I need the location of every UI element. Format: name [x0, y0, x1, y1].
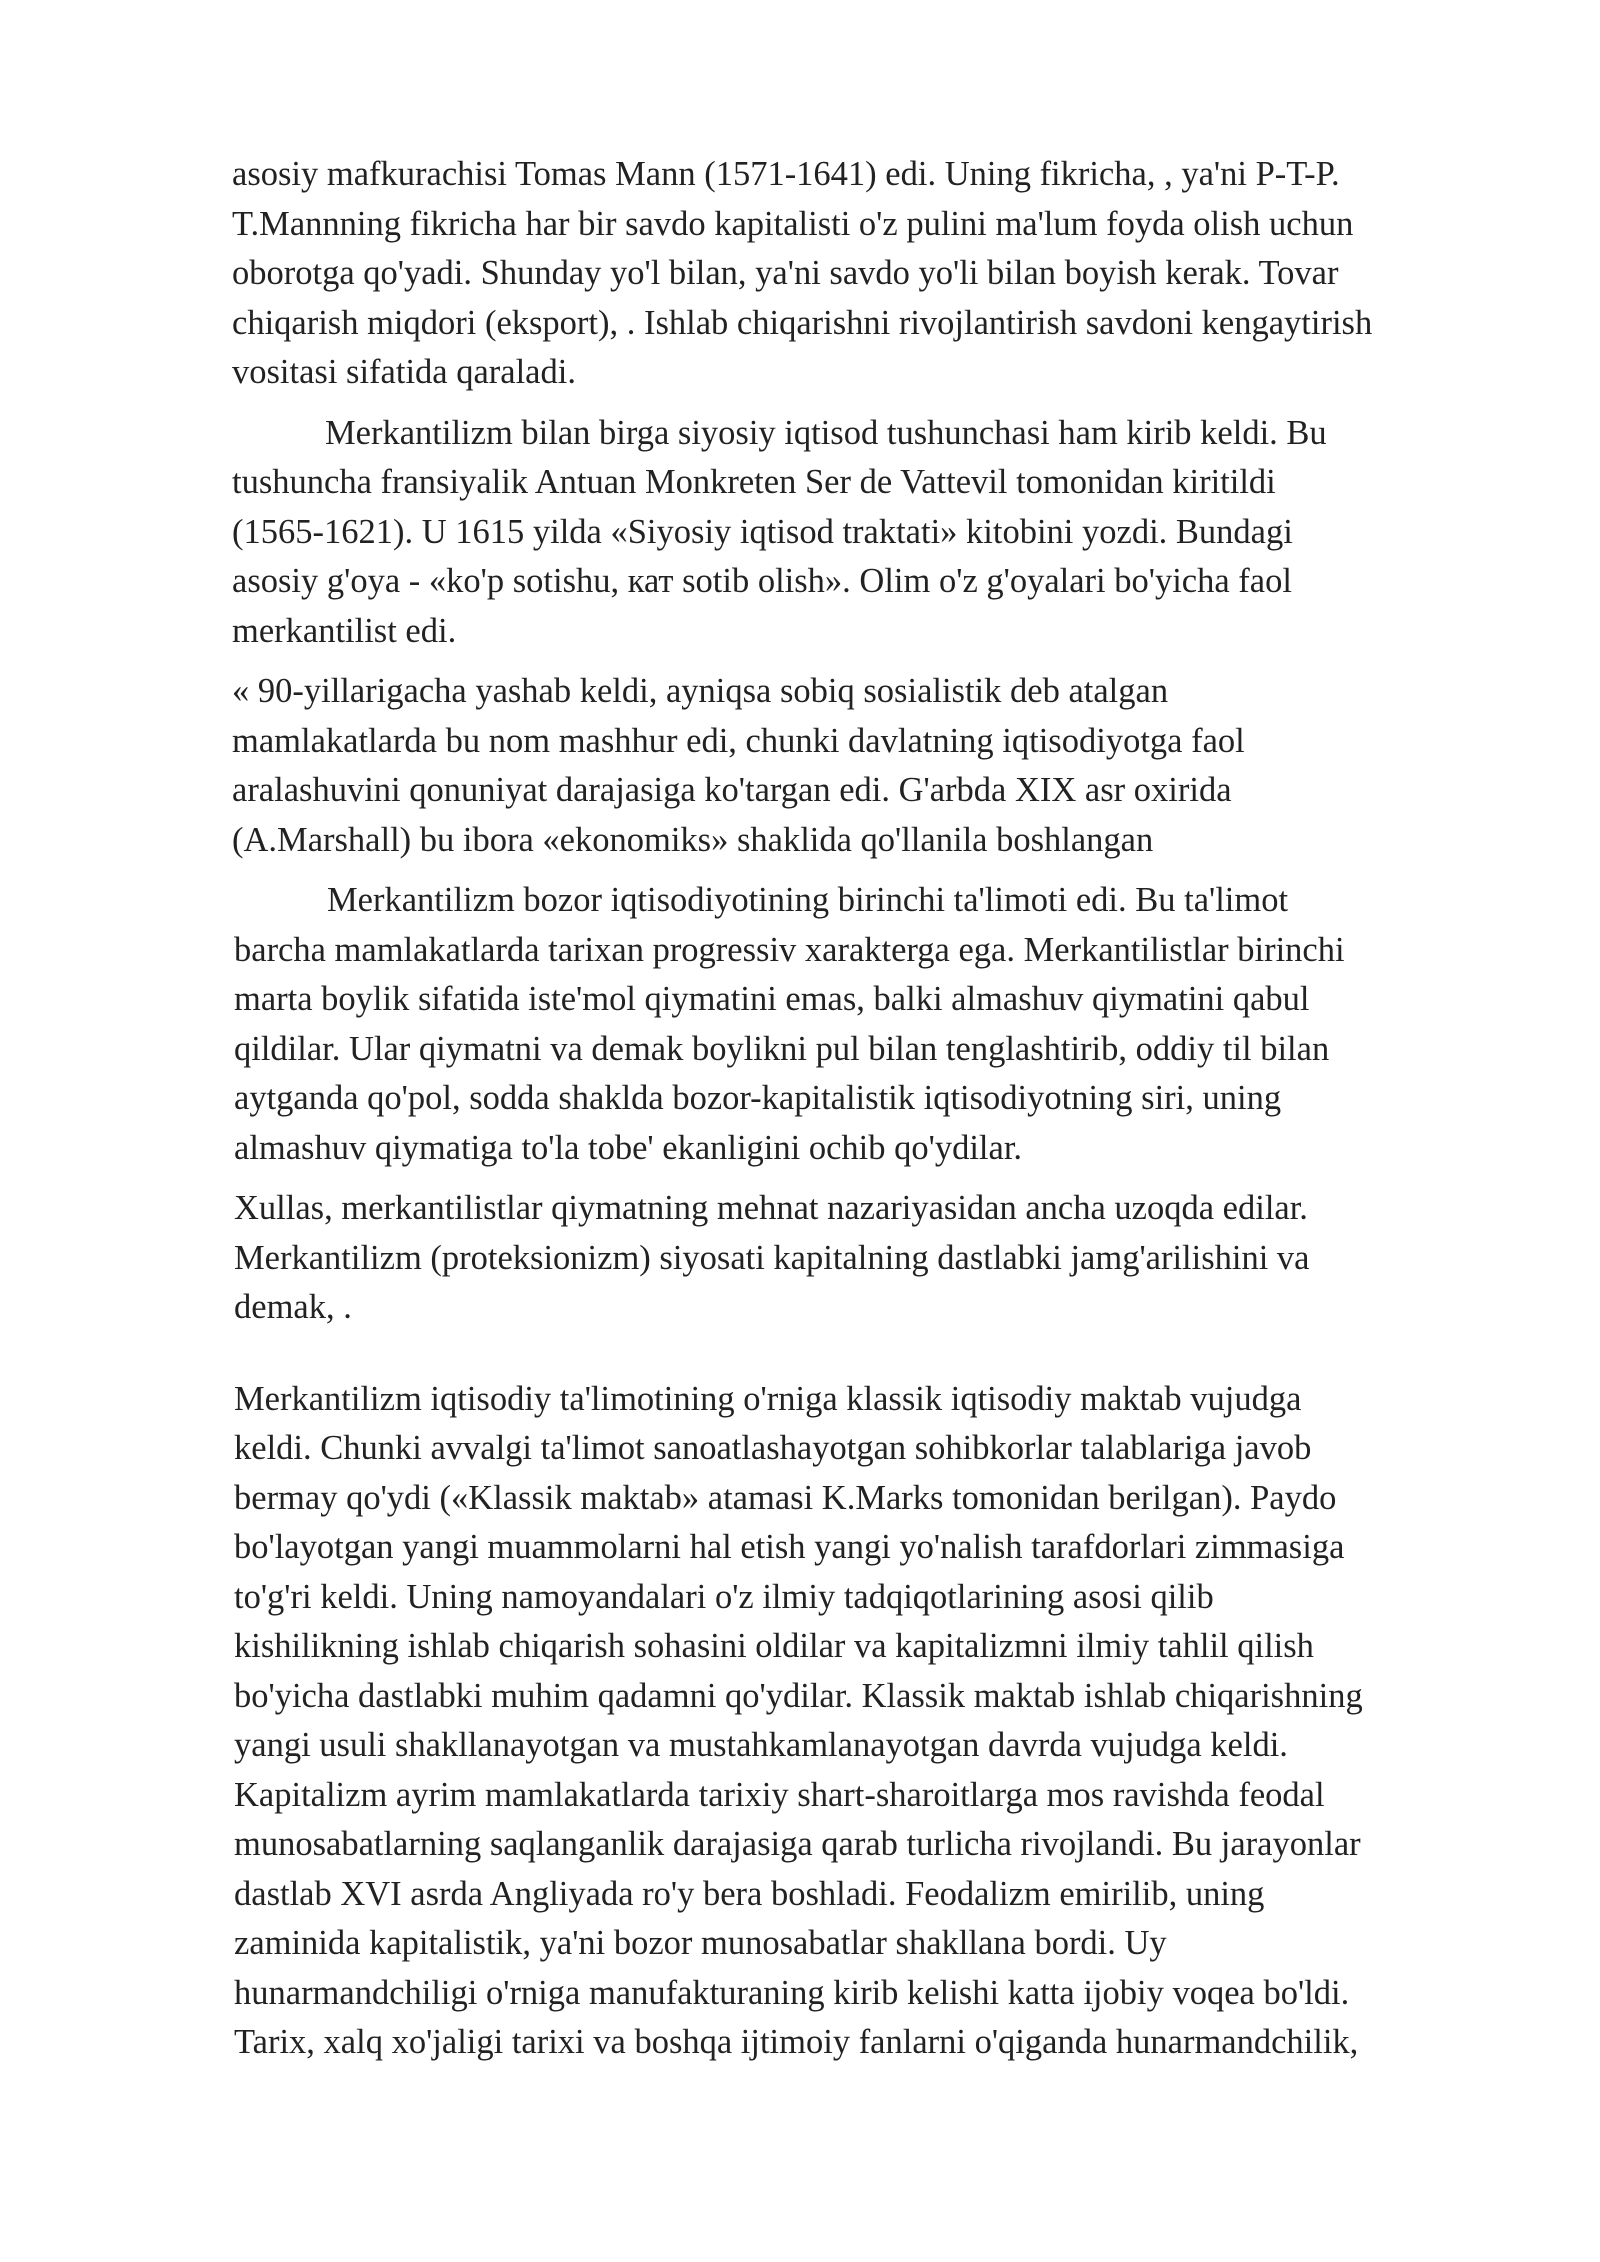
text-line: mamlakatlarda bu nom mashhur edi, chunki davlatning iqtisodiyotga faol [232, 721, 1245, 760]
paragraph-economics-term [232, 667, 1522, 865]
text-line: Merkantilizm (proteksionizm) siyosati kapitalning dastlabki jamg'arilishini va [234, 1238, 1310, 1277]
text-line: (1565-1621). U 1615 yilda «Siyosiy iqtisod traktati» kitobini yozdi. Bundagi [232, 512, 1293, 551]
text-line: aralashuvini qonuniyat darajasiga ko'targan edi. G'arbda XIX asr oxirida [232, 771, 1232, 809]
text-line: asosiy mafkurachisi Tomas Mann (1571-1641) edi. Uning fikricha, , ya'ni P-T-P. [232, 155, 1340, 193]
text-line: bermay qo'ydi («Klassik maktab» atamasi K.Marks tomonidan berilgan). Paydo [234, 1478, 1337, 1517]
text-line: (A.Marshall) bu ibora «ekonomiks» shaklida qo'llanila boshlangan [232, 820, 1154, 859]
text-line: T.Mannning fikricha har bir savdo kapitalisti o'z pulini ma'lum foyda olish uchun [232, 204, 1354, 243]
text-line: asosiy g'oya - «ko'p sotishu, кат sotib olish». Olim o'z g'oyalari bo'yicha faol [232, 562, 1292, 600]
text-line: Tarix, xalq xo'jaligi tarixi va boshqa ijtimoiy fanlarni o'qiganda hunarmandchilik, [234, 2023, 1359, 2061]
text-line: marta boylik sifatida iste'mol qiymatini emas, balki almashuv qiymatini qabul [234, 980, 1310, 1018]
text-line: merkantilist edi. [232, 611, 457, 650]
text-line: Merkantilizm bilan birga siyosiy iqtisod tushunchasi ham kirib keldi. Bu [325, 413, 1327, 452]
text-line: zaminida kapitalistik, ya'ni bozor munosabatlar shakllana bordi. Uy [234, 1924, 1167, 1962]
text-line: yangi usuli shakllanayotgan va mustahkamlanayotgan davrda vujudga keldi. [234, 1726, 1288, 1764]
text-line: vositasi sifatida qaraladi. [232, 353, 576, 391]
text-line: Merkantilizm iqtisodiy ta'limotining o'rniga klassik iqtisodiy maktab vujudga [234, 1379, 1302, 1418]
text-line: hunarmandchiligi o'rniga manufakturaning kirib kelishi katta ijobiy voqea bo'ldi. [234, 1973, 1350, 2012]
text-line: Xullas, merkantilistlar qiymatning mehnat nazariyasidan ancha uzoqda edilar. [234, 1189, 1308, 1227]
paragraph-conclusion [234, 1184, 1522, 1333]
text-line: demak, . [234, 1288, 352, 1326]
paragraph-mann-mercantilism [232, 150, 1522, 398]
paragraph-market-doctrine [234, 876, 1522, 1173]
text-line: aytganda qo'pol, sodda shaklda bozor-kapitalistik iqtisodiyotning siri, uning [234, 1079, 1282, 1117]
text-line: to'g'ri keldi. Uning namoyandalari o'z ilmiy tadqiqotlarining asosi qilib [234, 1577, 1214, 1616]
text-line: keldi. Chunki avvalgi ta'limot sanoatlashayotgan sohibkorlar talablariga javob [234, 1429, 1312, 1467]
text-line: oborotga qo'yadi. Shunday yo'l bilan, ya'ni savdo yo'li bilan boyish kerak. Tovar [232, 254, 1339, 292]
text-line: chiqarish miqdori (eksport), . Ishlab chiqarishni rivojlantirish savdoni kengaytirish [232, 303, 1373, 342]
text-line: munosabatlarning saqlanganlik darajasiga qarab turlicha rivojlandi. Bu jarayonlar [234, 1825, 1361, 1863]
text-line: dastlab XVI asrda Angliyada ro'y bera boshladi. Feodalizm emirilib, uning [234, 1874, 1265, 1913]
body-text [232, 150, 1522, 2068]
text-line: tushuncha fransiyalik Antuan Monkreten Ser de Vattevil tomonidan kiritildi [232, 463, 1276, 501]
text-line: bo'layotgan yangi muammolarni hal etish yangi yo'nalish tarafdorlari zimmasiga [234, 1528, 1345, 1566]
text-line: Merkantilizm bozor iqtisodiyotining birinchi ta'limoti edi. Bu ta'limot [327, 881, 1289, 919]
text-line: almashuv qiymatiga to'la tobe' ekanligini ochib qo'ydilar. [234, 1128, 1023, 1167]
text-line: « 90-yillarigacha yashab keldi, ayniqsa sobiq sosialistik deb atalgan [232, 672, 1169, 710]
text-line: kishilikning ishlab chiqarish sohasini oldilar va kapitalizmni ilmiy tahlil qilish [234, 1627, 1314, 1665]
paragraph-political-economy [232, 409, 1522, 657]
paragraph-classical-school [234, 1375, 1522, 2068]
text-line: Kapitalizm ayrim mamlakatlarda tarixiy shart-sharoitlarga mos ravishda feodal [234, 1775, 1325, 1814]
text-line: bo'yicha dastlabki muhim qadamni qo'ydilar. Klassik maktab ishlab chiqarishning [234, 1676, 1363, 1715]
text-line: barcha mamlakatlarda tarixan progressiv xarakterga ega. Merkantilistlar birinchi [234, 930, 1345, 969]
text-line: qildilar. Ular qiymatni va demak boylikni pul bilan tenglashtirib, oddiy til bilan [234, 1029, 1330, 1068]
